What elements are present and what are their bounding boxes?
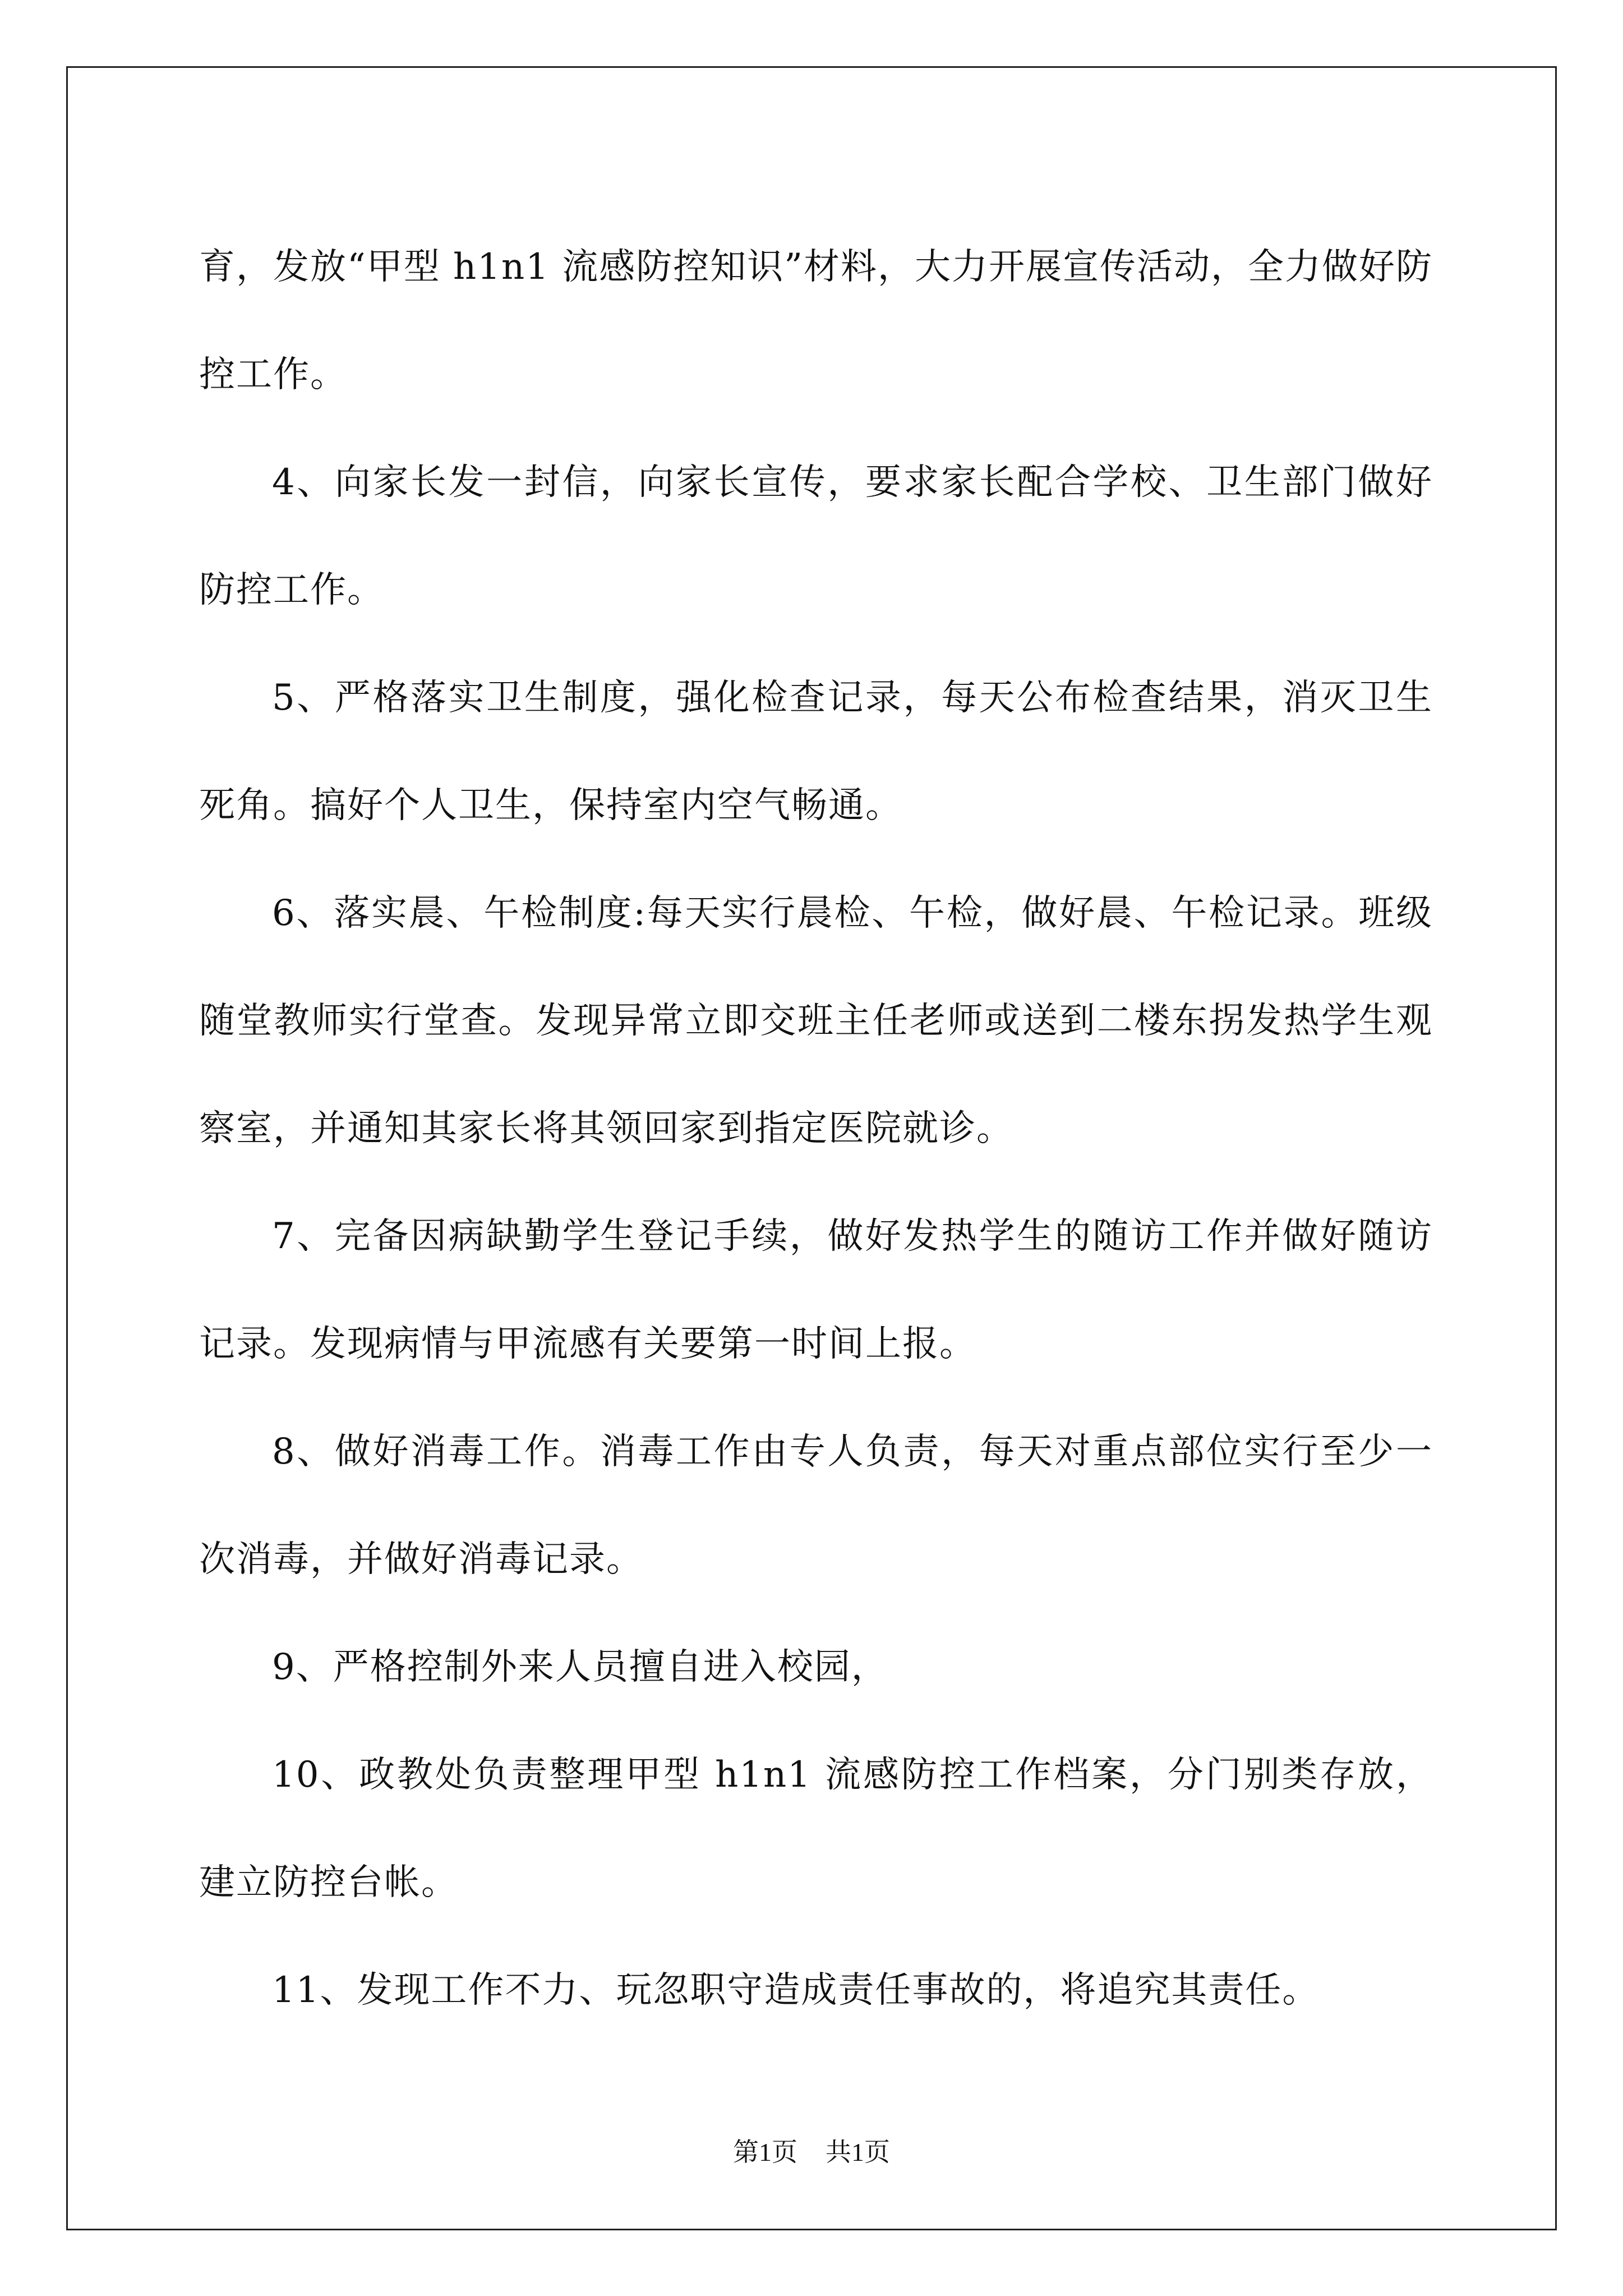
page-footer xyxy=(0,2132,1623,2169)
page-total: 共1页 xyxy=(826,2138,890,2166)
paragraph-item-7: 7、完备因病缺勤学生登记手续，做好发热学生的随访工作并做好随访记录。发现病情与甲流感有关要第一时间上报。 xyxy=(199,1216,1433,1365)
document-body xyxy=(199,213,1433,2044)
paragraph-item-4: 4、向家长发一封信，向家长宣传，要求家长配合学校、卫生部门做好防控工作。 xyxy=(199,462,1433,611)
paragraph-continued: 育，发放“甲型 h1n1 流感防控知识”材料，大力开展宣传活动，全力做好防控工作。 xyxy=(199,246,1433,395)
paragraph-item-6: 6、落实晨、午检制度:每天实行晨检、午检，做好晨、午检记录。班级随堂教师实行堂查。发现异常立即交班主任老师或送到二楼东拐发热学生观察室，并通知其家长将其领回家到指定医院就诊。 xyxy=(199,892,1433,1149)
paragraph-item-9: 9、严格控制外来人员擅自进入校园， xyxy=(272,1646,888,1688)
page-number: 第1页 xyxy=(733,2138,797,2166)
paragraph-item-10: 10、政教处负责整理甲型 h1n1 流感防控工作档案，分门别类存放，建立防控台帐。 xyxy=(199,1754,1433,1903)
paragraph-item-8: 8、做好消毒工作。消毒工作由专人负责，每天对重点部位实行至少一次消毒，并做好消毒记录。 xyxy=(199,1431,1433,1580)
paragraph-item-11: 11、发现工作不力、玩忽职守造成责任事故的，将追究其责任。 xyxy=(272,1970,1320,2011)
paragraph-item-5: 5、严格落实卫生制度，强化检查记录，每天公布检查结果，消灭卫生死角。搞好个人卫生，保持室内空气畅通。 xyxy=(199,677,1433,826)
